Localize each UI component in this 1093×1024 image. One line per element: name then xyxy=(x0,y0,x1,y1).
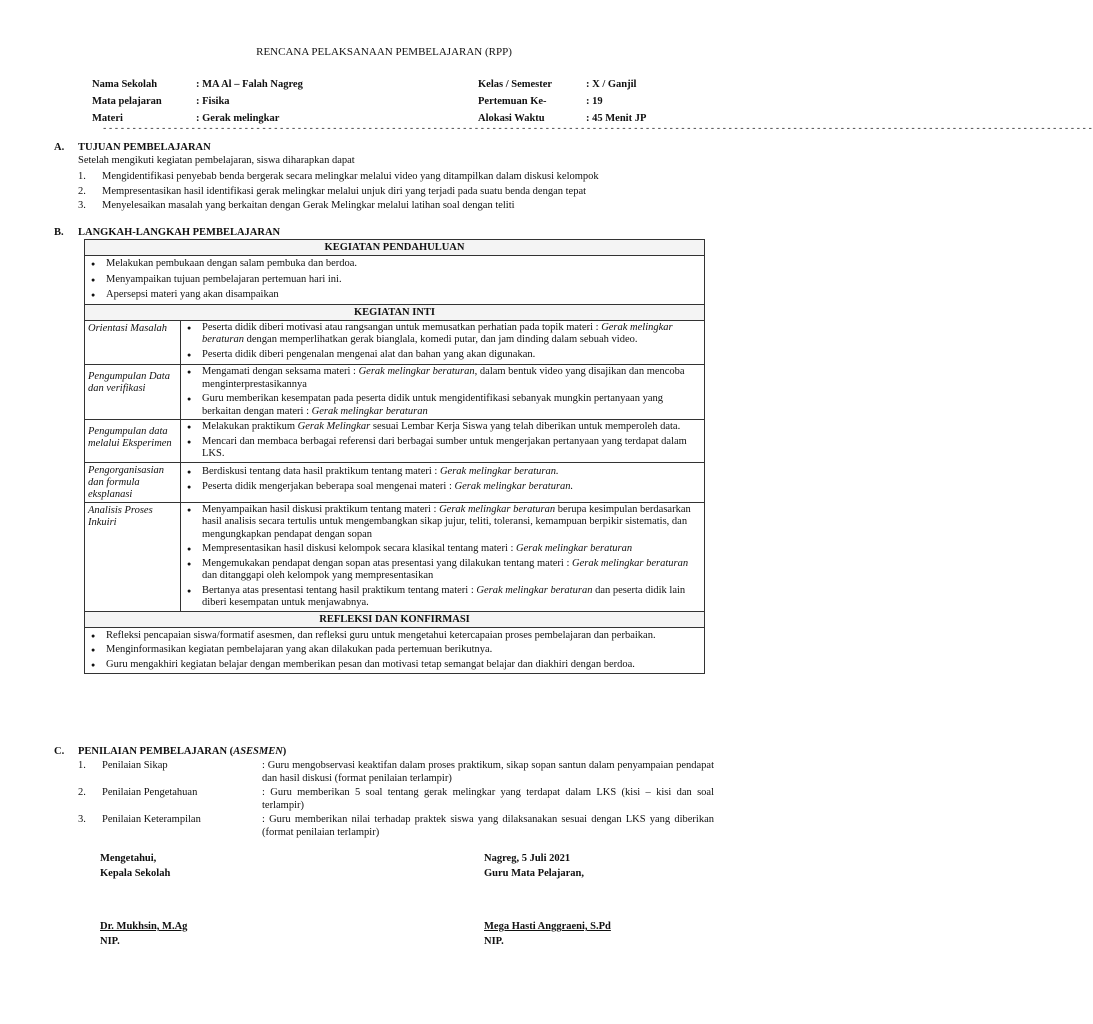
section-b-heading: B. LANGKAH-LANGKAH PEMBELAJARAN xyxy=(54,227,281,238)
header-row-1 xyxy=(92,78,712,95)
list-item: 1. Penilaian Sikap : Guru mengobservasi keaktifan dalam proses praktikum, sikap sopan santun dalam penyampaian pendapat dan hasil diskusi (format penilaian terlampir) xyxy=(78,760,714,784)
list-item: ● Berdiskusi tentang data hasil praktikum tentang materi : Gerak melingkar beraturan. xyxy=(184,466,701,479)
meeting-label: Pertemuan Ke- xyxy=(478,96,547,107)
document-title: RENCANA PELAKSANAAN PEMBELAJARAN (RPP) xyxy=(256,46,512,58)
header-info xyxy=(92,78,712,129)
objective-item: 2. Mempresentasikan hasil identifikasi gerak melingkar melalui unjuk diri yang terjadi pada suatu benda dengan tepat xyxy=(78,185,587,197)
list-item: ● Peserta didik mengerjakan beberapa soal mengenai materi : Gerak melingkar beraturan. xyxy=(184,481,701,494)
school-value: : MA Al – Falah Nagreg xyxy=(196,79,303,90)
section-a-heading: A. TUJUAN PEMBELAJARAN xyxy=(54,142,211,153)
phase-label: Pengorganisasian dan formula eksplanasi xyxy=(85,462,181,502)
list-item: ● Menyampaikan tujuan pembelajaran pertemuan hari ini. xyxy=(88,274,701,287)
list-item: ● Melakukan praktikum Gerak Melingkar sesuai Lembar Kerja Siswa yang telah diberikan untuk memperoleh data. xyxy=(184,421,701,434)
table-row xyxy=(85,320,705,365)
lesson-steps-table xyxy=(84,239,705,674)
signature-left-line1: Mengetahui, xyxy=(100,853,157,864)
list-item: ● Mengemukakan pendapat dengan sopan atas presentasi yang dilakukan tentang materi : Gerak melingkar beraturan dan ditanggapi oleh kelompok yang mempresentasikan xyxy=(184,558,701,583)
table-row xyxy=(85,420,705,463)
list-item: ● Melakukan pembukaan dengan salam pembuka dan berdoa. xyxy=(88,258,701,271)
assessment-list xyxy=(78,760,714,839)
band-inti: KEGIATAN INTI xyxy=(85,304,705,320)
school-label: Nama Sekolah xyxy=(92,79,158,90)
signature-right xyxy=(484,851,611,949)
signature-right-line1: Nagreg, 5 Juli 2021 xyxy=(484,853,571,864)
signature-left-line2: Kepala Sekolah xyxy=(100,868,171,879)
list-item: ● Refleksi pencapaian siswa/formatif asesmen, dan refleksi guru untuk mengetahui ketercapaian proses pembelajaran dan perbaikan. xyxy=(88,630,701,643)
time-value: : 45 Menit JP xyxy=(586,113,647,124)
list-item: ● Guru mengakhiri kegiatan belajar dengan memberikan pesan dan motivasi tetap semangat belajar dan diakhiri dengan berdoa. xyxy=(88,659,701,672)
meeting-value: : 19 xyxy=(586,96,603,107)
section-a-intro: Setelah mengikuti kegiatan pembelajaran, siswa diharapkan dapat xyxy=(78,155,355,167)
dashed-divider: ------------------------------------------------------------------------------------------------------------------------------------------------------------------------ xyxy=(102,124,1093,134)
list-item: ● Peserta didik diberi motivasi atau rangsangan untuk memusatkan perhatian pada topik materi : Gerak melingkar beraturan dengan memperlihatkan gerak bianglala, komedi putar, dan jam dinding dalam sebuah video. xyxy=(184,322,701,347)
list-item: ● Guru memberikan kesempatan pada peserta didik untuk mengidentifikasi sebanyak mungkin pertanyaan yang berkaitan dengan materi : Gerak melingkar beraturan xyxy=(184,393,701,418)
class-label: Kelas / Semester xyxy=(478,79,553,90)
phase-label: Orientasi Masalah xyxy=(85,320,181,365)
list-item: 3. Penilaian Keterampilan : Guru memberikan nilai terhadap praktek siswa yang dilaksanakan sesuai dengan LKS yang diberikan (format penilaian terlampir) xyxy=(78,814,714,838)
band-pendahuluan: KEGIATAN PENDAHULUAN xyxy=(85,240,705,256)
list-item: ● Apersepsi materi yang akan disampaikan xyxy=(88,289,701,302)
teacher-name: Mega Hasti Anggraeni, S.Pd xyxy=(484,921,611,932)
header-row-2 xyxy=(92,95,712,112)
signature-right-line2: Guru Mata Pelajaran, xyxy=(484,868,585,879)
list-item: 2. Penilaian Pengetahuan : Guru memberikan 5 soal tentang gerak melingkar yang terdapat dalam LKS (kisi – kisi dan soal terlampir) xyxy=(78,787,714,811)
time-label: Alokasi Waktu xyxy=(478,113,545,124)
list-item: ● Mempresentasikan hasil diskusi kelompok secara klasikal tentang materi : Gerak melingkar beraturan xyxy=(184,543,701,556)
section-a xyxy=(54,141,724,169)
phase-label: Pengumpulan Data dan verifikasi xyxy=(85,365,181,420)
list-item: ● Mengamati dengan seksama materi : Gerak melingkar beraturan, dalam bentuk video yang disajikan dan mencoba menginterprestasikannya xyxy=(184,366,701,391)
headmaster-nip: NIP. xyxy=(100,936,120,947)
list-item: ● Peserta didik diberi pengenalan mengenai alat dan bahan yang akan digunakan. xyxy=(184,349,701,362)
phase-label: Analisis Proses Inkuiri xyxy=(85,502,181,611)
list-item: ● Menginformasikan kegiatan pembelajaran yang akan dilakukan pada pertemuan berikutnya. xyxy=(88,644,701,657)
refleksi-list xyxy=(88,630,701,672)
material-label: Materi xyxy=(92,113,123,124)
pendahuluan-list xyxy=(88,258,701,302)
table-row xyxy=(85,365,705,420)
section-c-heading: C. PENILAIAN PEMBELAJARAN (ASESMEN) xyxy=(54,746,287,757)
list-item: ● Menyampaikan hasil diskusi praktikum tentang materi : Gerak melingkar beraturan berupa kesimpulan berdasarkan hasil analisis secara tertulis untuk mengembangkan sikap jujur, teliti, toleransi, kemampuan berpikir sistematis, dan mengungkapkan pendapat dengan sopan xyxy=(184,504,701,542)
subject-label: Mata pelajaran xyxy=(92,96,162,107)
class-value: : X / Ganjil xyxy=(586,79,637,90)
list-item: ● Mencari dan membaca berbagai referensi dari berbagai sumber untuk mengerjakan pertanyaan yang terdapat dalam LKS. xyxy=(184,436,701,461)
signature-left xyxy=(100,851,187,949)
objective-item: 1. Mengidentifikasi penyebab benda bergerak secara melingkar melalui video yang ditampilkan dalam diskusi kelompok xyxy=(78,171,599,182)
list-item: ● Bertanya atas presentasi tentang hasil praktikum tentang materi : Gerak melingkar beraturan dan peserta didik lain diberi kesempatan untuk menjawabnya. xyxy=(184,585,701,610)
table-row xyxy=(85,462,705,502)
objective-list xyxy=(78,170,728,214)
phase-label: Pengumpulan data melalui Eksperimen xyxy=(85,420,181,463)
headmaster-name: Dr. Mukhsin, M.Ag xyxy=(100,921,188,932)
band-refleksi: REFLEKSI DAN KONFIRMASI xyxy=(85,611,705,627)
material-value: : Gerak melingkar xyxy=(196,113,280,124)
table-row xyxy=(85,502,705,611)
subject-value: : Fisika xyxy=(196,96,230,107)
teacher-nip: NIP. xyxy=(484,936,504,947)
objective-item: 3. Menyelesaikan masalah yang berkaitan dengan Gerak Melingkar melalui latihan soal dengan teliti xyxy=(78,200,515,211)
